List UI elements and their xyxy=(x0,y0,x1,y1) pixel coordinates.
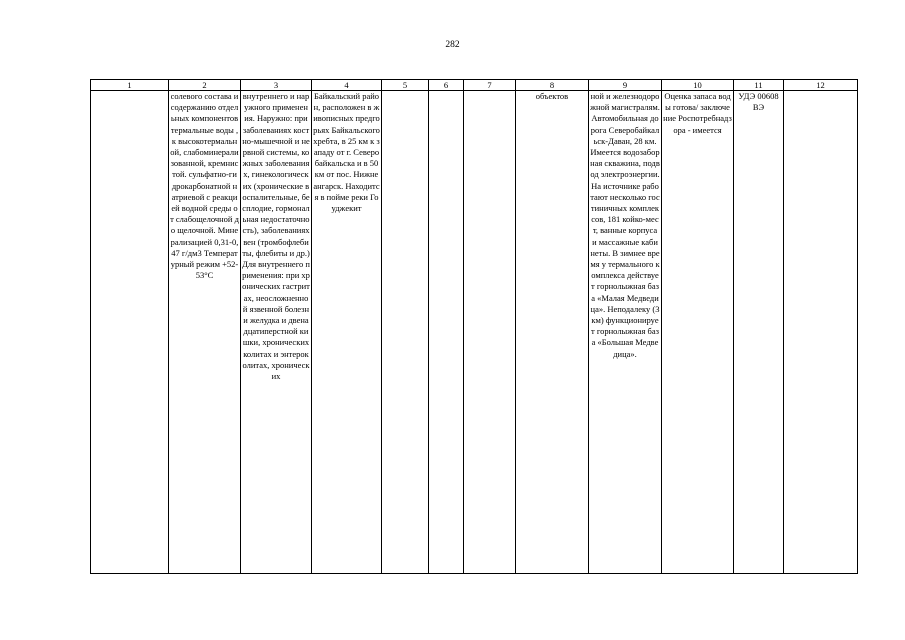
column-header-4: 4 xyxy=(312,80,382,91)
table-row xyxy=(91,91,858,574)
column-header-9: 9 xyxy=(589,80,662,91)
cell-water-composition: солевого состава и содержанию отдельных компонентов термальные воды , к высокотермальной, слабоминерализованной, кремнистой. сульфатно-гидрокарбонатной натриевой с реакцией водной среды от слабощелочной до щелочной. Минерализацией 0,31-0,47 г/дм3 Температурный режим +52-53°С xyxy=(169,91,241,574)
column-header-11: 11 xyxy=(734,80,784,91)
cell-col-1 xyxy=(91,91,169,574)
cell-objects: объектов xyxy=(516,91,589,574)
cell-reserve-assessment: Оценка запаса воды готова/ заключение Роспотребнадзора - имеется xyxy=(662,91,734,574)
cell-infrastructure: ной и железнодорожной магистралям. Автомобильная дорога Северобайкальск-Даван, 28 км. Имеется водозаборная скважина, подвод электроэнергии. На источнике работают несколько гостиничных комплексов, 181 койко-мест, ванные корпуса и массажные кабинеты. В зимнее время у термального комплекса действует горнолыжная база «Малая Медведица». Неподалеку (3 км) функционирует горнолыжная база «Большая Медведица». xyxy=(589,91,662,574)
cell-registry-code: УДЭ 00608 ВЭ xyxy=(734,91,784,574)
column-header-12: 12 xyxy=(784,80,858,91)
column-header-3: 3 xyxy=(241,80,312,91)
column-header-6: 6 xyxy=(429,80,464,91)
column-header-2: 2 xyxy=(169,80,241,91)
document-table xyxy=(90,79,858,574)
cell-col-5 xyxy=(382,91,429,574)
header-row xyxy=(91,80,858,91)
cell-col-12 xyxy=(784,91,858,574)
column-header-5: 5 xyxy=(382,80,429,91)
page-number: 282 xyxy=(445,40,460,50)
column-header-10: 10 xyxy=(662,80,734,91)
column-header-8: 8 xyxy=(516,80,589,91)
column-header-1: 1 xyxy=(91,80,169,91)
cell-location: Байкальский район, расположен в живописных предгорьях Байкальского хребта, в 25 км к западу от г. Северобайкальска и в 50 км от пос. Нижнеангарск. Находится в пойме реки Гоуджекит xyxy=(312,91,382,574)
cell-col-7 xyxy=(464,91,516,574)
column-header-7: 7 xyxy=(464,80,516,91)
cell-col-6 xyxy=(429,91,464,574)
cell-medical-use: внутреннего и наружного применения. Наружно: при заболеваниях костно-мышечной и нервной системы, кожных заболеваниях, гинекологических (хронические воспалительные, бесплодие, гормональная недостаточность), заболеваниях вен (тромбофлебиты, флебиты и др.) Для внутреннего применения: при хронических гастритах, неосложненной язвенной болезни желудка и двенадцатиперстной кишки, хронических колитах и энтероколитах, хронических xyxy=(241,91,312,574)
